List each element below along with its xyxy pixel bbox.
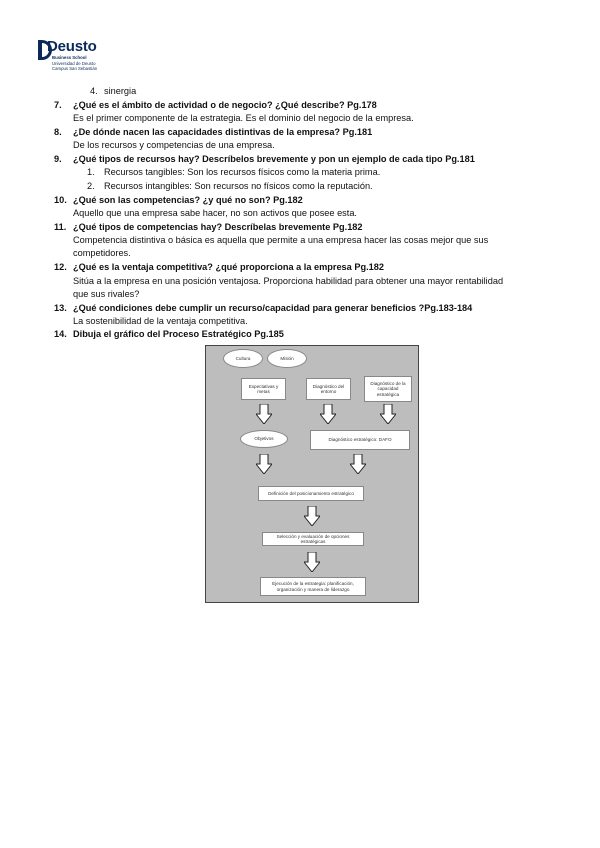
arrow-down-icon bbox=[256, 454, 272, 474]
question-number: 8. bbox=[54, 127, 62, 137]
answer-text: La sostenibilidad de la ventaja competitiva. bbox=[73, 316, 248, 326]
node-seleccion-opciones: Selección y evaluación de opciones estratégicas bbox=[262, 532, 364, 546]
question-number: 10. bbox=[54, 195, 67, 205]
logo-line-2: Universidad de Deusto bbox=[52, 61, 96, 66]
question-text: ¿Qué condiciones debe cumplir un recurso/capacidad para generar beneficios ?Pg.183-184 bbox=[73, 303, 473, 313]
sublist-number: 2. bbox=[87, 181, 95, 191]
arrow-down-icon bbox=[320, 404, 336, 424]
answer-text: Es el primer componente de la estrategia. Es el dominio del negocio de la empresa. bbox=[73, 113, 414, 123]
question-number: 14. bbox=[54, 329, 67, 339]
question-text: ¿Qué es la ventaja competitiva? ¿qué proporciona a la empresa Pg.182 bbox=[73, 262, 384, 272]
question-number: 7. bbox=[54, 100, 62, 110]
strategic-process-diagram bbox=[205, 345, 419, 603]
question-number: 11. bbox=[54, 222, 67, 232]
question-number: 13. bbox=[54, 303, 67, 313]
node-expectativas: Expectativas y metas bbox=[241, 378, 286, 400]
question-text: ¿Qué tipos de recursos hay? Descríbelos brevemente y pon un ejemplo de cada tipo Pg.181 bbox=[73, 154, 475, 164]
arrow-down-icon bbox=[350, 454, 366, 474]
list-item-text: sinergia bbox=[104, 86, 137, 96]
question-text: ¿Qué es el ámbito de actividad o de negocio? ¿Qué describe? Pg.178 bbox=[73, 100, 377, 110]
answer-text: Aquello que una empresa sabe hacer, no son activos que posee esta. bbox=[73, 208, 357, 218]
arrow-down-icon bbox=[304, 552, 320, 572]
logo-line-3: Campus San Sebastián bbox=[52, 66, 98, 71]
node-dafo: Diagnóstico estratégico: DAFO bbox=[310, 430, 410, 450]
sublist-text: Recursos tangibles: Son los recursos físicos como la materia prima. bbox=[104, 167, 381, 177]
node-ejecucion-estrategia: Ejecución de la estrategia: planificación, organización y manera de liderazgo bbox=[260, 577, 366, 596]
question-text: ¿De dónde nacen las capacidades distintivas de la empresa? Pg.181 bbox=[73, 127, 373, 137]
node-objetivos: Objetivos bbox=[240, 430, 288, 448]
sublist-number: 1. bbox=[87, 167, 95, 177]
arrow-down-icon bbox=[304, 506, 320, 526]
sublist-text: Recursos intangibles: Son recursos no físicos como la reputación. bbox=[104, 181, 373, 191]
logo-line-1: Business School bbox=[52, 55, 87, 60]
answer-text: Sitúa a la empresa en una posición ventajosa. Proporciona habilidad para obtener una mayor rentabilidad bbox=[73, 276, 504, 286]
question-text: ¿Qué son las competencias? ¿y qué no son? Pg.182 bbox=[73, 195, 303, 205]
answer-text: De los recursos y competencias de una empresa. bbox=[73, 140, 275, 150]
answer-text: Competencia distintiva o básica es aquella que permite a una empresa hacer las cosas mejor que sus bbox=[73, 235, 489, 245]
answer-text: competidores. bbox=[73, 248, 131, 258]
node-diagnostico-capacidad: Diagnóstico de la capacidad estratégica bbox=[364, 376, 412, 402]
question-text: ¿Qué tipos de competencias hay? Descríbelas brevemente Pg.182 bbox=[73, 222, 363, 232]
node-diagnostico-entorno: Diagnóstico del entorno bbox=[306, 378, 351, 400]
logo-word: Deusto bbox=[47, 38, 97, 55]
answer-text: que sus rivales? bbox=[73, 289, 140, 299]
arrow-down-icon bbox=[256, 404, 272, 424]
list-item-number: 4. bbox=[90, 86, 98, 96]
question-number: 12. bbox=[54, 262, 67, 272]
node-cultura: Cultura bbox=[223, 349, 263, 368]
deusto-logo bbox=[38, 38, 108, 72]
node-mision: Misión bbox=[267, 349, 307, 368]
arrow-down-icon bbox=[380, 404, 396, 424]
node-definicion-posicionamiento: Definición del posicionamiento estratégico bbox=[258, 486, 364, 501]
question-text: Dibuja el gráfico del Proceso Estratégico Pg.185 bbox=[73, 329, 284, 339]
question-number: 9. bbox=[54, 154, 62, 164]
